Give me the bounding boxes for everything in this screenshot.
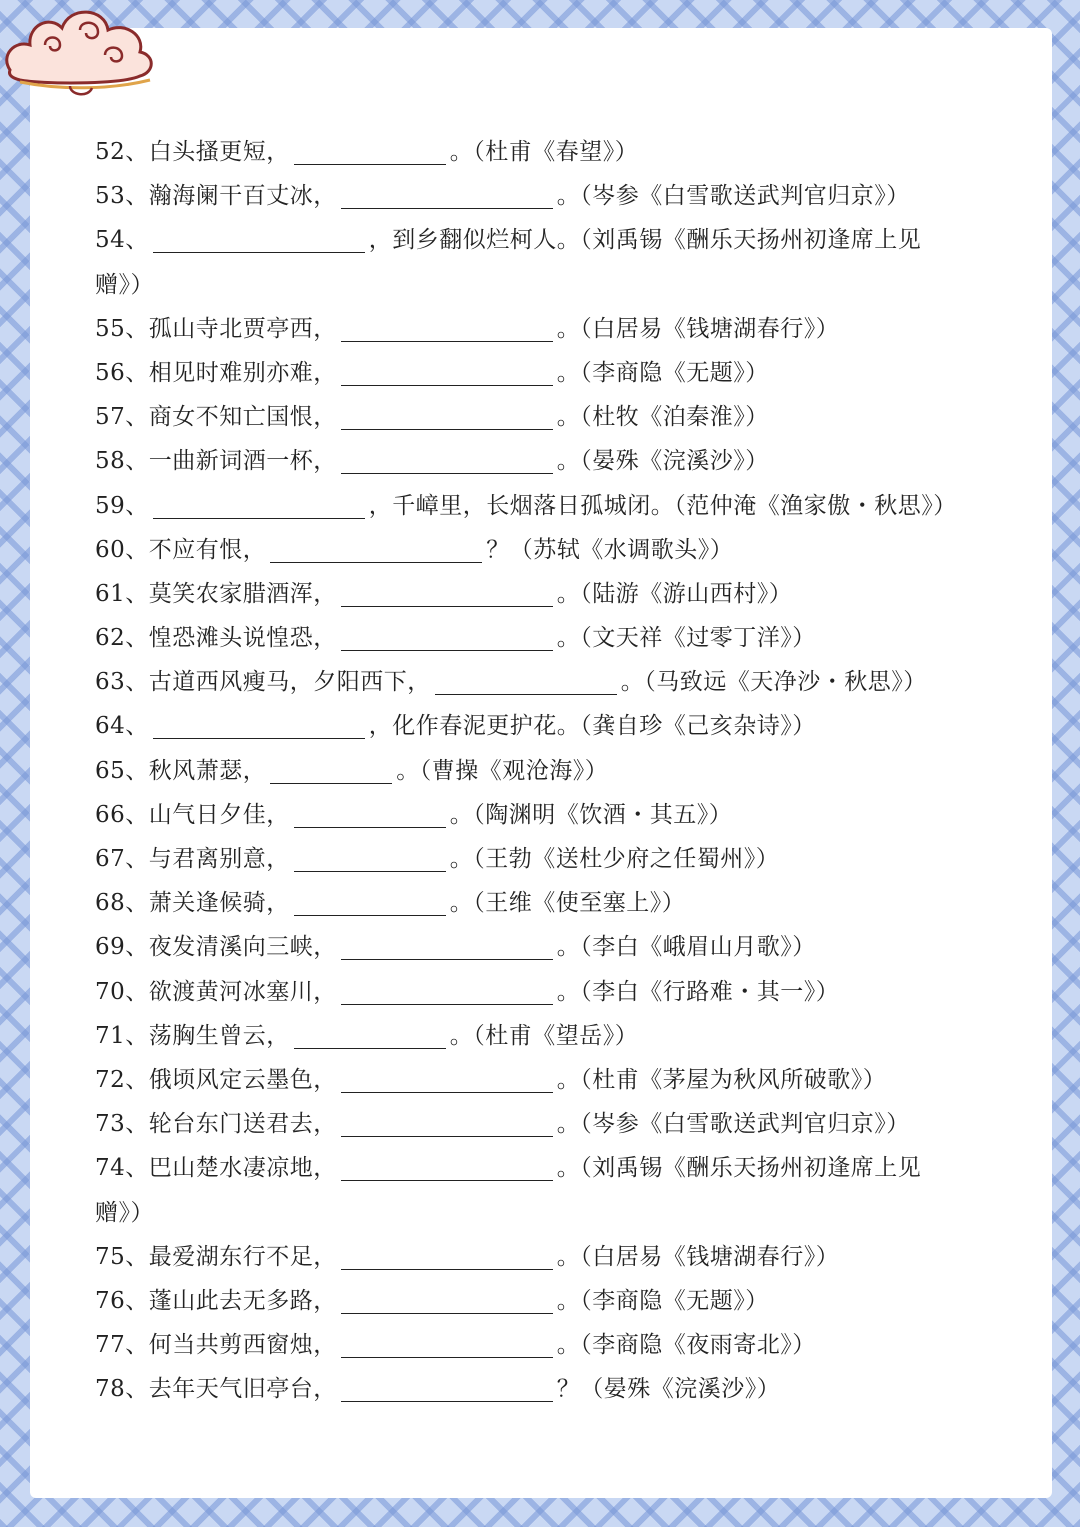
- answer-blank[interactable]: [341, 1373, 553, 1402]
- question-line: 76、蓬山此去无多路， 。（李商隐《无题》）: [95, 1279, 1000, 1323]
- answer-blank[interactable]: [294, 1020, 446, 1049]
- answer-blank[interactable]: [153, 710, 365, 739]
- answer-blank[interactable]: [341, 357, 553, 386]
- answer-blank[interactable]: [270, 755, 392, 784]
- question-line: 54、 ，到乡翻似烂柯人。（刘禹锡《酬乐天扬州初逢席上见: [95, 218, 1000, 262]
- answer-blank[interactable]: [270, 534, 482, 563]
- question-line: 74、巴山楚水凄凉地， 。（刘禹锡《酬乐天扬州初逢席上见: [95, 1146, 1000, 1190]
- question-line-continuation: 赠》）: [95, 271, 154, 298]
- answer-blank[interactable]: [341, 1064, 553, 1093]
- question-line: 57、商女不知亡国恨， 。（杜牧《泊秦淮》）: [95, 395, 1000, 439]
- answer-blank[interactable]: [294, 136, 446, 165]
- question-line: 77、何当共剪西窗烛， 。（李商隐《夜雨寄北》）: [95, 1323, 1000, 1367]
- question-line: 64、 ，化作春泥更护花。（龚自珍《己亥杂诗》）: [95, 704, 1000, 748]
- question-line: 67、与君离别意， 。（王勃《送杜少府之任蜀州》）: [95, 837, 1000, 881]
- question-line: 73、轮台东门送君去， 。（岑参《白雪歌送武判官归京》）: [95, 1102, 1000, 1146]
- question-line: 55、孤山寺北贾亭西， 。（白居易《钱塘湖春行》）: [95, 307, 1000, 351]
- answer-blank[interactable]: [153, 490, 365, 519]
- answer-blank[interactable]: [341, 445, 553, 474]
- question-line: 61、莫笑农家腊酒浑， 。（陆游《游山西村》）: [95, 572, 1000, 616]
- question-line: 69、夜发清溪向三峡， 。（李白《峨眉山月歌》）: [95, 925, 1000, 969]
- question-line: 71、荡胸生曾云， 。（杜甫《望岳》）: [95, 1014, 1000, 1058]
- answer-blank[interactable]: [294, 843, 446, 872]
- answer-blank[interactable]: [294, 799, 446, 828]
- answer-blank[interactable]: [341, 401, 553, 430]
- question-line: 65、秋风萧瑟， 。（曹操《观沧海》）: [95, 749, 1000, 793]
- answer-blank[interactable]: [435, 666, 617, 695]
- answer-blank[interactable]: [341, 1285, 553, 1314]
- question-line: 70、欲渡黄河冰塞川， 。（李白《行路难・其一》）: [95, 970, 1000, 1014]
- question-line: 68、萧关逢候骑， 。（王维《使至塞上》）: [95, 881, 1000, 925]
- fill-in-blank-list: [95, 130, 1000, 1411]
- answer-blank[interactable]: [153, 224, 365, 253]
- answer-blank[interactable]: [341, 1329, 553, 1358]
- answer-blank[interactable]: [294, 887, 446, 916]
- question-line: 59、 ，千嶂里，长烟落日孤城闭。（范仲淹《渔家傲・秋思》）: [95, 484, 1000, 528]
- answer-blank[interactable]: [341, 622, 553, 651]
- auspicious-cloud-icon: [0, 0, 160, 105]
- question-line: 62、惶恐滩头说惶恐， 。（文天祥《过零丁洋》）: [95, 616, 1000, 660]
- answer-blank[interactable]: [341, 578, 553, 607]
- question-line: 78、去年天气旧亭台， ？（晏殊《浣溪沙》）: [95, 1367, 1000, 1411]
- answer-blank[interactable]: [341, 313, 553, 342]
- question-line: 60、不应有恨， ？（苏轼《水调歌头》）: [95, 528, 1000, 572]
- answer-blank[interactable]: [341, 1152, 553, 1181]
- question-line: 52、白头搔更短， 。（杜甫《春望》）: [95, 130, 1000, 174]
- question-line: 66、山气日夕佳， 。（陶渊明《饮酒・其五》）: [95, 793, 1000, 837]
- answer-blank[interactable]: [341, 1241, 553, 1270]
- answer-blank[interactable]: [341, 976, 553, 1005]
- answer-blank[interactable]: [341, 1108, 553, 1137]
- question-line: 72、俄顷风定云墨色， 。（杜甫《茅屋为秋风所破歌》）: [95, 1058, 1000, 1102]
- question-line-continuation: 赠》）: [95, 1199, 154, 1226]
- question-line: 56、相见时难别亦难， 。（李商隐《无题》）: [95, 351, 1000, 395]
- answer-blank[interactable]: [341, 180, 553, 209]
- answer-blank[interactable]: [341, 931, 553, 960]
- question-line: 53、瀚海阑干百丈冰， 。（岑参《白雪歌送武判官归京》）: [95, 174, 1000, 218]
- question-line: 63、古道西风瘦马，夕阳西下， 。（马致远《天净沙・秋思》）: [95, 660, 1000, 704]
- question-line: 58、一曲新词酒一杯， 。（晏殊《浣溪沙》）: [95, 439, 1000, 483]
- question-line: 75、最爱湖东行不足， 。（白居易《钱塘湖春行》）: [95, 1235, 1000, 1279]
